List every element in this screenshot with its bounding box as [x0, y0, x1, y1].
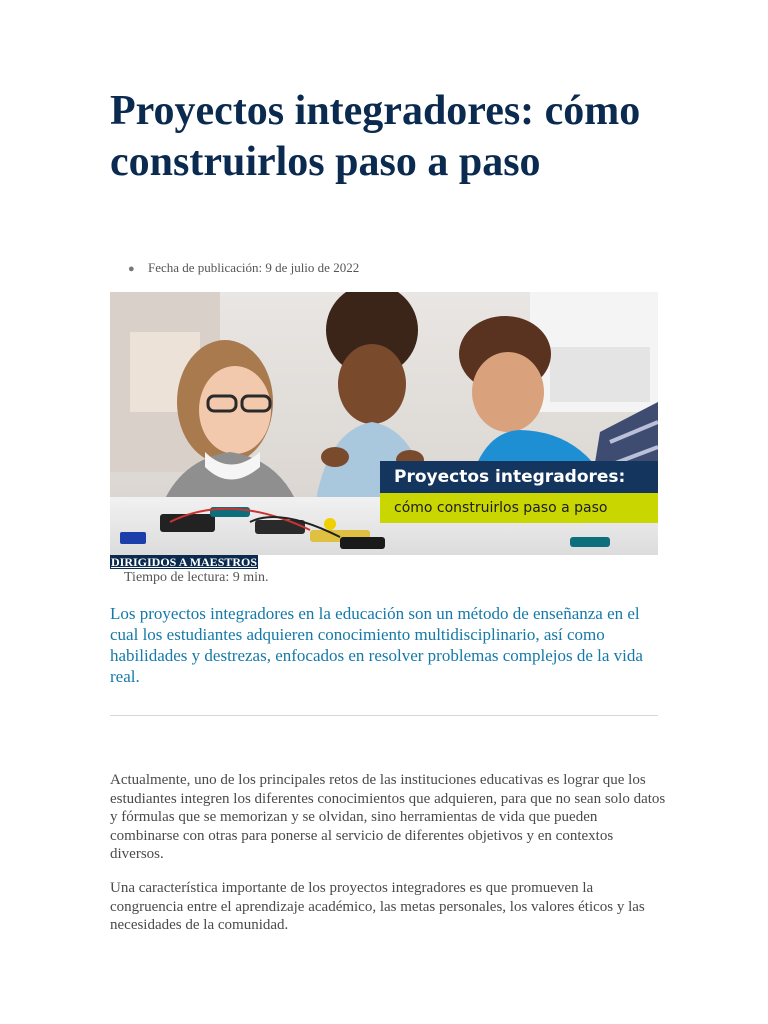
hero-banner-title: Proyectos integradores: — [380, 461, 658, 493]
hero-image — [110, 292, 658, 555]
lead-paragraph: Los proyectos integradores en la educación son un método de enseñanza en el cual los estudiantes adquieren conocimiento multidisciplinario, así como habilidades y destrezas, enfocados en resolver problemas complejos de la vida real. — [110, 604, 643, 686]
publication-date-text: Fecha de publicación: 9 de julio de 2022 — [148, 260, 360, 275]
reading-time: Tiempo de lectura: 9 min. — [124, 570, 269, 585]
article-title: Proyectos integradores: cómo construirlos paso a paso — [110, 88, 641, 185]
category-link[interactable]: DIRIGIDOS A MAESTROS — [111, 555, 258, 569]
section-divider — [110, 715, 658, 716]
bullet-icon: ● — [128, 263, 135, 275]
hero-banner-subtitle: cómo construirlos paso a paso — [380, 493, 658, 523]
publication-date — [128, 260, 359, 276]
body-paragraph-1: Actualmente, uno de los principales retos de las instituciones educativas es lograr que los estudiantes integren los diferentes conocimientos que adquieren, para que no sean solo datos y fórmulas que se memorizan y se olvidan, sino herramientas de vida que pueden combinarse con otras para ponerse al servicio de diferentes objetivos y en contextos diversos. — [110, 772, 666, 862]
body-paragraph-2: Una característica importante de los proyectos integradores es que promueven la congruencia entre el aprendizaje académico, las metas personales, los valores éticos y las necesidades de la comunidad. — [110, 880, 645, 933]
